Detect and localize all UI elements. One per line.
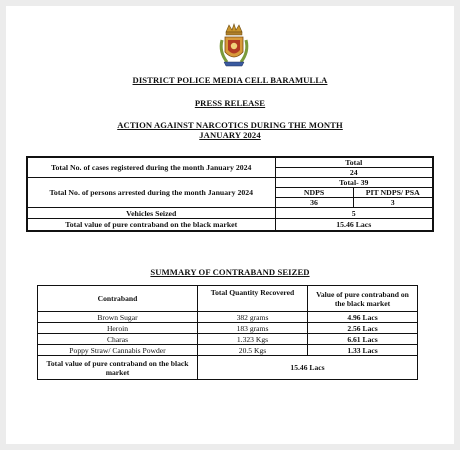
subject-line-1: ACTION AGAINST NARCOTICS DURING THE MONTH — [117, 120, 343, 130]
table-row — [38, 323, 418, 334]
ndps-value: 36 — [275, 198, 353, 208]
contraband-value: 15.46 Lacs — [275, 219, 433, 231]
total-label: Total value of pure contraband on the black market — [38, 356, 198, 380]
narcotics-summary-table — [26, 156, 434, 232]
total-header: Total — [275, 157, 433, 168]
row-item: Poppy Straw/ Cannabis Powder — [38, 345, 198, 356]
row-value: 4.96 Lacs — [308, 312, 418, 323]
cases-label: Total No. of cases registered during the month January 2024 — [27, 157, 275, 178]
total-value: 15.46 Lacs — [198, 356, 418, 380]
table-row — [27, 157, 433, 168]
contraband-seized-table — [37, 285, 418, 380]
row-value: 1.33 Lacs — [308, 345, 418, 356]
document-type: PRESS RELEASE — [194, 98, 266, 108]
row-quantity: 20.5 Kgs — [198, 345, 308, 356]
row-quantity: 382 grams — [198, 312, 308, 323]
persons-label: Total No. of persons arrested during the month January 2024 — [27, 178, 275, 208]
table-row — [38, 312, 418, 323]
cases-value: 24 — [275, 168, 433, 178]
row-value: 6.61 Lacs — [308, 334, 418, 345]
table-row — [38, 345, 418, 356]
row-value: 2.56 Lacs — [308, 323, 418, 334]
police-emblem-icon — [215, 22, 253, 68]
seized-section-title: SUMMARY OF CONTRABAND SEIZED — [150, 267, 310, 277]
ndps-label: NDPS — [275, 188, 353, 198]
row-item: Charas — [38, 334, 198, 345]
persons-total: Total- 39 — [275, 178, 433, 188]
press-release-page — [6, 6, 454, 444]
vehicles-label: Vehicles Seized — [27, 208, 275, 219]
col-contraband-header: Contraband — [38, 286, 198, 312]
table-row — [38, 286, 418, 312]
row-quantity: 1.323 Kgs — [198, 334, 308, 345]
col-value-header: Value of pure contraband on the black market — [308, 286, 418, 312]
table-row — [38, 356, 418, 380]
vehicles-value: 5 — [275, 208, 433, 219]
table-row — [27, 219, 433, 231]
row-quantity: 183 grams — [198, 323, 308, 334]
table-row — [27, 178, 433, 188]
contraband-value-label: Total value of pure contraband on the black market — [27, 219, 275, 231]
pit-ndps-label: PIT NDPS/ PSA — [353, 188, 433, 198]
office-title: DISTRICT POLICE MEDIA CELL BARAMULLA — [132, 75, 328, 85]
table-row — [38, 334, 418, 345]
col-quantity-header: Total Quantity Recovered — [198, 286, 308, 312]
subject-line-2: JANUARY 2024 — [199, 130, 261, 140]
row-item: Brown Sugar — [38, 312, 198, 323]
pit-ndps-value: 3 — [353, 198, 433, 208]
table-row — [27, 208, 433, 219]
row-item: Heroin — [38, 323, 198, 334]
